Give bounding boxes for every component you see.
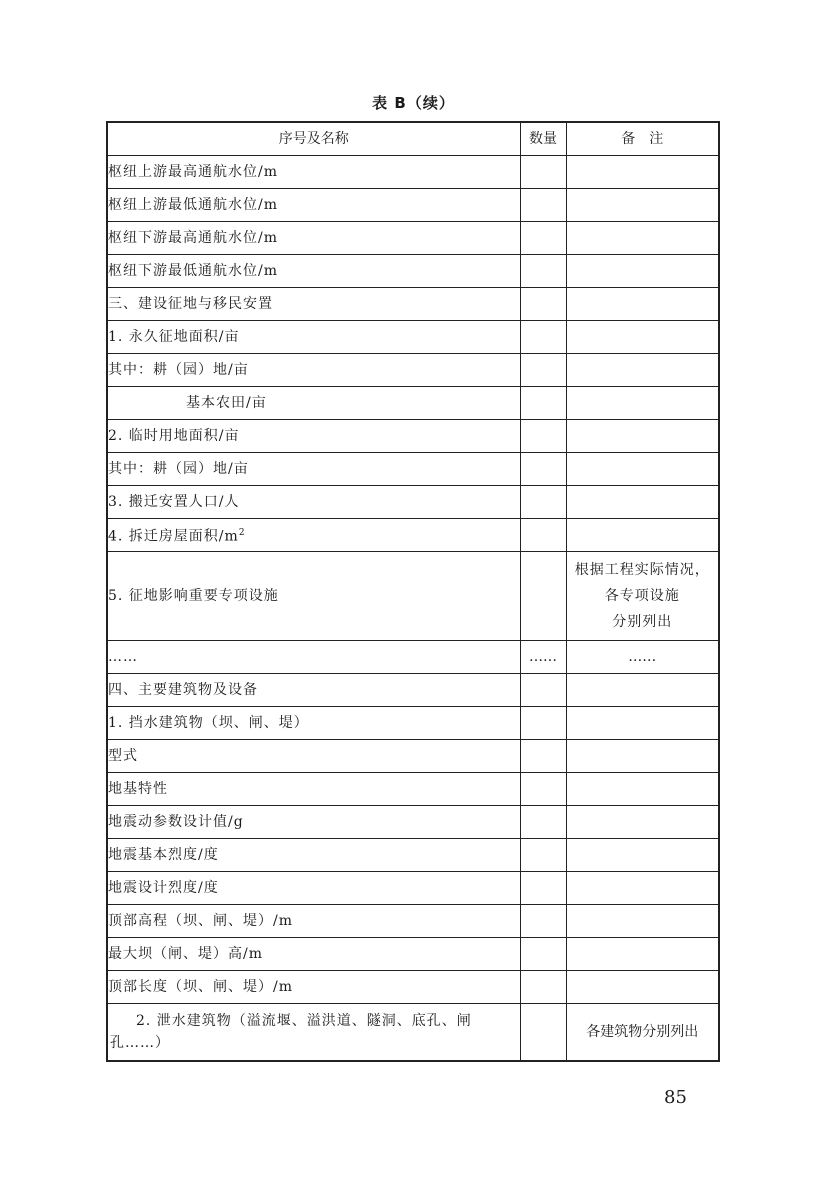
row-qty: …… (520, 641, 566, 674)
row-qty (520, 905, 566, 938)
row-qty (520, 420, 566, 453)
row-qty (520, 938, 566, 971)
table-row (107, 156, 719, 189)
table-row (107, 839, 719, 872)
note-line: 分别列出 (612, 614, 673, 630)
row-note (566, 387, 719, 420)
row-name: 枢纽上游最高通航水位/m (107, 156, 520, 189)
note-lines (567, 557, 719, 635)
row-name: 5. 征地影响重要专项设施 (107, 552, 520, 641)
table-row (107, 641, 719, 674)
row-qty (520, 872, 566, 905)
table-row (107, 905, 719, 938)
row-qty (520, 519, 566, 552)
row-qty (520, 156, 566, 189)
table-row (107, 519, 719, 552)
table-row (107, 453, 719, 486)
row-qty (520, 552, 566, 641)
row-note (566, 839, 719, 872)
row-note (566, 674, 719, 707)
table-row (107, 773, 719, 806)
table-row (107, 552, 719, 641)
row-qty (520, 321, 566, 354)
row-qty (520, 740, 566, 773)
superscript: 2 (238, 528, 246, 539)
table-row (107, 255, 719, 288)
row-name: 地震动参数设计值/g (107, 806, 520, 839)
row-note (566, 971, 719, 1004)
page-number: 85 (664, 1087, 687, 1108)
table-row (107, 707, 719, 740)
header-name: 序号及名称 (107, 122, 520, 156)
table-row (107, 971, 719, 1004)
row-name: 枢纽下游最低通航水位/m (107, 255, 520, 288)
row-note (566, 519, 719, 552)
row-note (566, 773, 719, 806)
row-qty (520, 707, 566, 740)
table-row (107, 387, 719, 420)
table-row (107, 806, 719, 839)
row-name: 四、主要建筑物及设备 (107, 674, 520, 707)
row-note (566, 222, 719, 255)
row-name: 3. 搬迁安置人口/人 (107, 486, 520, 519)
row-name: 三、建设征地与移民安置 (107, 288, 520, 321)
row-note (566, 189, 719, 222)
row-qty (520, 773, 566, 806)
table-row (107, 872, 719, 905)
row-qty (520, 486, 566, 519)
row-note: …… (566, 641, 719, 674)
row-name: 枢纽上游最低通航水位/m (107, 189, 520, 222)
row-name: 枢纽下游最高通航水位/m (107, 222, 520, 255)
row-note (566, 938, 719, 971)
row-note (566, 420, 719, 453)
row-name: 地震基本烈度/度 (107, 839, 520, 872)
row-note (566, 905, 719, 938)
row-qty (520, 971, 566, 1004)
row-qty (520, 222, 566, 255)
row-note (566, 740, 719, 773)
row-note (566, 321, 719, 354)
table-row (107, 420, 719, 453)
row-note: 各建筑物分别列出 (566, 1004, 719, 1062)
table-row (107, 938, 719, 971)
table-row (107, 288, 719, 321)
table-header-row (107, 122, 719, 156)
project-data-table (106, 121, 720, 1062)
row-name: 顶部长度（坝、闸、堤）/m (107, 971, 520, 1004)
row-qty (520, 839, 566, 872)
row-note (566, 255, 719, 288)
row-qty (520, 387, 566, 420)
row-qty (520, 1004, 566, 1062)
table-row (107, 674, 719, 707)
row-name: 地基特性 (107, 773, 520, 806)
row-note (566, 486, 719, 519)
row-note (566, 354, 719, 387)
table-caption: 表 B（续） (372, 94, 455, 112)
row-note (566, 872, 719, 905)
row-name: …… (107, 641, 520, 674)
row-name: 1. 挡水建筑物（坝、闸、堤） (107, 707, 520, 740)
row-note (566, 707, 719, 740)
row-note (566, 453, 719, 486)
row-name: 最大坝（闸、堤）高/m (107, 938, 520, 971)
row-name: 顶部高程（坝、闸、堤）/m (107, 905, 520, 938)
row-qty (520, 674, 566, 707)
table-row (107, 486, 719, 519)
header-qty: 数量 (520, 122, 566, 156)
row-name: 型式 (107, 740, 520, 773)
row-name: 2. 泄水建筑物（溢流堰、溢洪道、隧洞、底孔、闸孔……） (107, 1004, 520, 1062)
table-row (107, 1004, 719, 1062)
row-name: 其中：耕（园）地/亩 (107, 453, 520, 486)
row-qty (520, 453, 566, 486)
table-row (107, 740, 719, 773)
table-row (107, 354, 719, 387)
table-row (107, 189, 719, 222)
row-note (566, 552, 719, 641)
row-qty (520, 806, 566, 839)
row-qty (520, 255, 566, 288)
note-line: 根据工程实际情况， (574, 562, 710, 578)
row-note (566, 156, 719, 189)
table-row (107, 222, 719, 255)
row-name: 地震设计烈度/度 (107, 872, 520, 905)
row-qty (520, 354, 566, 387)
row-name: 2. 临时用地面积/亩 (107, 420, 520, 453)
row-qty (520, 288, 566, 321)
row-note (566, 288, 719, 321)
row-name: 1. 永久征地面积/亩 (107, 321, 520, 354)
row-note (566, 806, 719, 839)
row-name-text: 4. 拆迁房屋面积/m (108, 528, 239, 545)
note-line: 各专项设施 (604, 588, 680, 604)
row-name (107, 519, 520, 552)
row-qty (520, 189, 566, 222)
table-row (107, 321, 719, 354)
row-name: 其中：耕（园）地/亩 (107, 354, 520, 387)
header-note: 备 注 (566, 122, 719, 156)
row-name: 基本农田/亩 (107, 387, 520, 420)
